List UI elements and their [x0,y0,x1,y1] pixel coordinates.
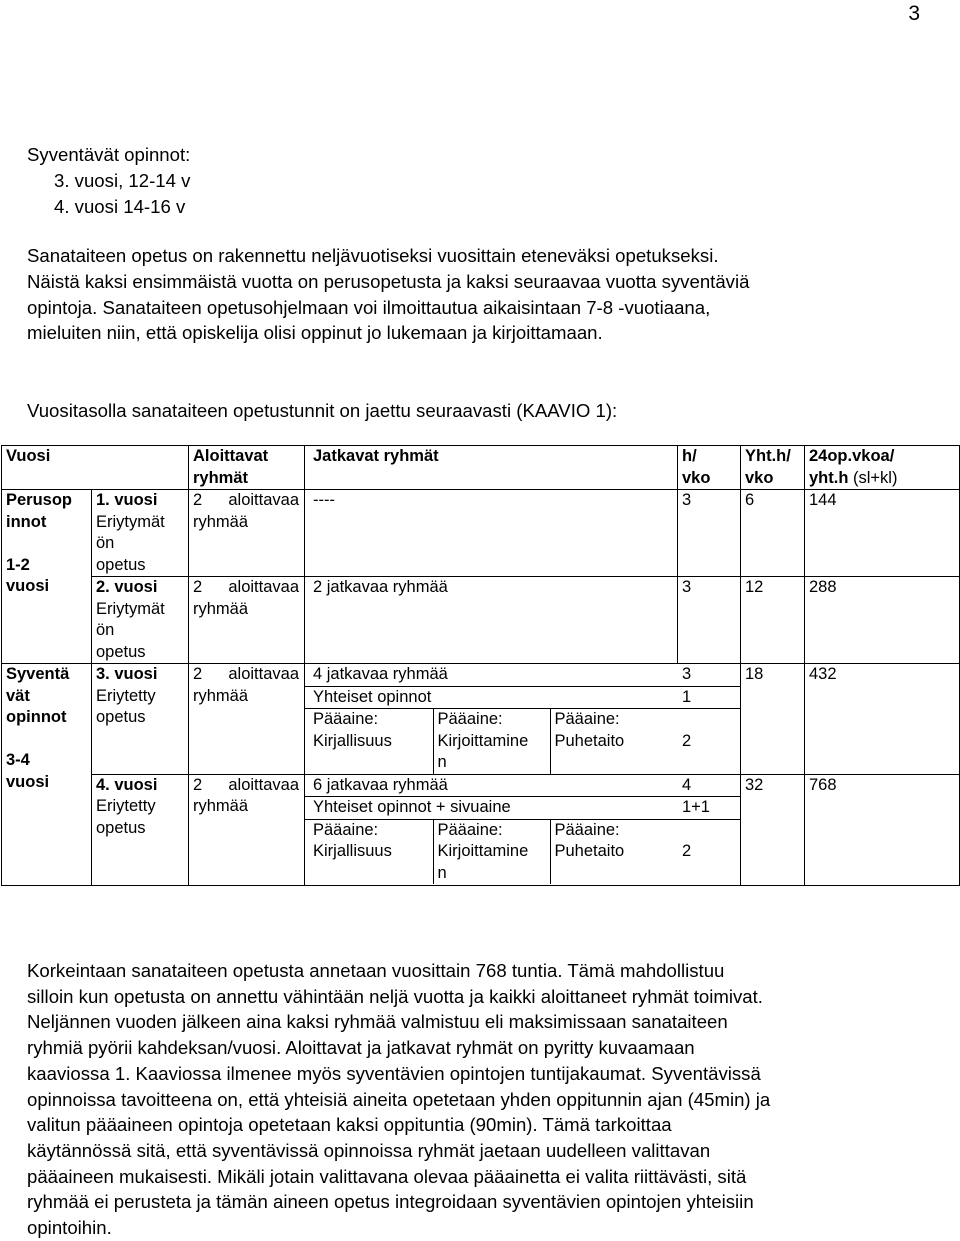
hours-major: 2 [678,709,741,774]
credits-cell: 768 [805,774,960,885]
continuing-breakdown [305,775,741,885]
section-syventavat: Syventä vät opinnot 3-4 vuosi [2,664,92,886]
major-literature: Pääaine: Kirjallisuus [305,709,433,774]
table-row [2,774,960,885]
credits-cell: 288 [805,577,960,664]
paragraph-1 [27,243,749,346]
paragraph-line: Näistä kaksi ensimmäistä vuotta on perusopetusta ja kaksi seuraavaa vuotta syventäviä [27,270,750,292]
total-hours-cell: 18 [741,664,805,775]
year-cell: 2. vuosi Eriytymät ön opetus [92,577,189,664]
intro-title: Syventävät opinnot: [27,144,191,165]
major-literature: Pääaine: Kirjallisuus [305,819,433,884]
table-header-row [2,446,960,490]
continuing-groups-text: 4 jatkavaa ryhmää [313,665,448,683]
header-jatkavat: Jatkavat ryhmät [305,446,678,490]
major-writing: Pääaine: Kirjoittamine n [433,709,550,774]
hours-shared: 1 [678,686,741,709]
paragraph-line: käytännössä sitä, että syventävissä opinnoissa ryhmät jaetaan uudelleen valittavan [27,1139,711,1161]
section-perusopinnot: Perusop innot 1-2 vuosi [2,490,92,664]
starting-groups-cell: 2 aloittavaa ryhmää [189,577,305,664]
table-row [2,577,960,664]
hours-continuing: 3 [682,665,692,683]
paragraph-line: valitun pääaineen opintoja opetetaan kaksi oppituntia (90min). Tämä tarkoittaa [27,1114,672,1136]
year-cell: 4. vuosi Eriytetty opetus [92,774,189,885]
continuing-groups-cell: ---- [305,490,678,577]
paragraph-line: silloin kun opetusta on annettu vähintään neljä vuotta ja kaikki aloittaneet ryhmät toimivat. [27,985,763,1007]
starting-groups-cell: 2 aloittavaa ryhmää [189,664,305,775]
paragraph-line: mieluiten niin, että opiskelija olisi oppinut jo lukemaan ja kirjoittamaan. [27,322,603,344]
major-speech: Pääaine: Puhetaito [550,819,678,884]
credits-cell: 432 [805,664,960,775]
continuing-groups-cell [305,774,741,885]
paragraph-line: kaaviossa 1. Kaaviossa ilmenee myös syventävien opintojen tuntijakaumat. Syventävissä [27,1062,761,1084]
paragraph-line: Sanataiteen opetus on rakennettu neljävuotiseksi vuosittain eteneväksi opetukseksi. [27,245,719,266]
major-speech: Pääaine: Puhetaito [550,709,678,774]
hours-major: 2 [678,819,741,884]
starting-groups-cell: 2 aloittavaa ryhmää [189,490,305,577]
starting-groups-cell: 2 aloittavaa ryhmää [189,774,305,885]
continuing-breakdown [305,664,741,774]
table-caption: Vuositasolla sanataiteen opetustunnit on jaettu seuraavasti (KAAVIO 1): [27,400,618,421]
shared-studies: Yhteiset opinnot [305,686,678,709]
hours-cell: 3 [678,577,741,664]
paragraph-line: ryhmiä pyörii kahdeksan/vuosi. Aloittavat ja jatkavat ryhmät on pyritty kuvaamaan [27,1037,695,1059]
paragraph-line: opinnoissa tavoitteena on, että yhteisiä aineita opetetaan yhden oppitunnin ajan (45min) ja [27,1088,771,1110]
table-row [2,490,960,577]
total-hours-cell: 12 [741,577,805,664]
major-writing: Pääaine: Kirjoittamine n [433,819,550,884]
continuing-groups-cell: 2 jatkavaa ryhmää [305,577,678,664]
paragraph-line: opintoja. Sanataiteen opetusohjelmaan voi ilmoittautua aikaisintaan 7-8 -vuotiaana, [27,296,711,318]
header-aloittavat: Aloittavat ryhmät [189,446,305,490]
paragraph-line: ryhmää ei perusteta ja tämän aineen opetus integroidaan syventävien opintojen yhteisiin [27,1191,754,1213]
intro-line-2: 4. vuosi 14-16 v [54,195,186,217]
paragraph-line: Korkeintaan sanataiteen opetusta annetaan vuosittain 768 tuntia. Tämä mahdollistuu [27,960,725,981]
table-row [2,664,960,775]
header-h-vko: h/ vko [678,446,741,490]
year-cell: 3. vuosi Eriytetty opetus [92,664,189,775]
intro-block [27,142,190,219]
intro-line-1: 3. vuosi, 12-14 v [54,169,191,191]
paragraph-line: opintoihin. [27,1217,112,1239]
paragraph-line: pääaineen mukaisesti. Mikäli jotain valittavana olevaa pääainetta ei valita riittävästi, sitä [27,1165,747,1187]
paragraph-2 [27,958,770,1241]
shared-studies: Yhteiset opinnot + sivuaine [305,797,678,820]
hours-cell: 3 [678,490,741,577]
header-yht-h-vko: Yht.h/ vko [741,446,805,490]
total-hours-cell: 6 [741,490,805,577]
header-vuosi: Vuosi [2,446,189,490]
paragraph-line: Neljännen vuoden jälkeen aina kaksi ryhmää valmistuu eli maksimissaan sanataiteen [27,1011,728,1033]
year-cell: 1. vuosi Eriytymät ön opetus [92,490,189,577]
continuing-groups-cell [305,664,741,775]
hours-shared: 1+1 [678,797,741,820]
header-op-vkoa: 24op.vkoa/ yht.h (sl+kl) [805,446,960,490]
hours-continuing: 4 [682,775,692,794]
credits-cell: 144 [805,490,960,577]
page-number: 3 [908,2,920,25]
continuing-groups-text: 6 jatkavaa ryhmää [313,775,448,794]
schedule-table [1,445,960,886]
total-hours-cell: 32 [741,774,805,885]
